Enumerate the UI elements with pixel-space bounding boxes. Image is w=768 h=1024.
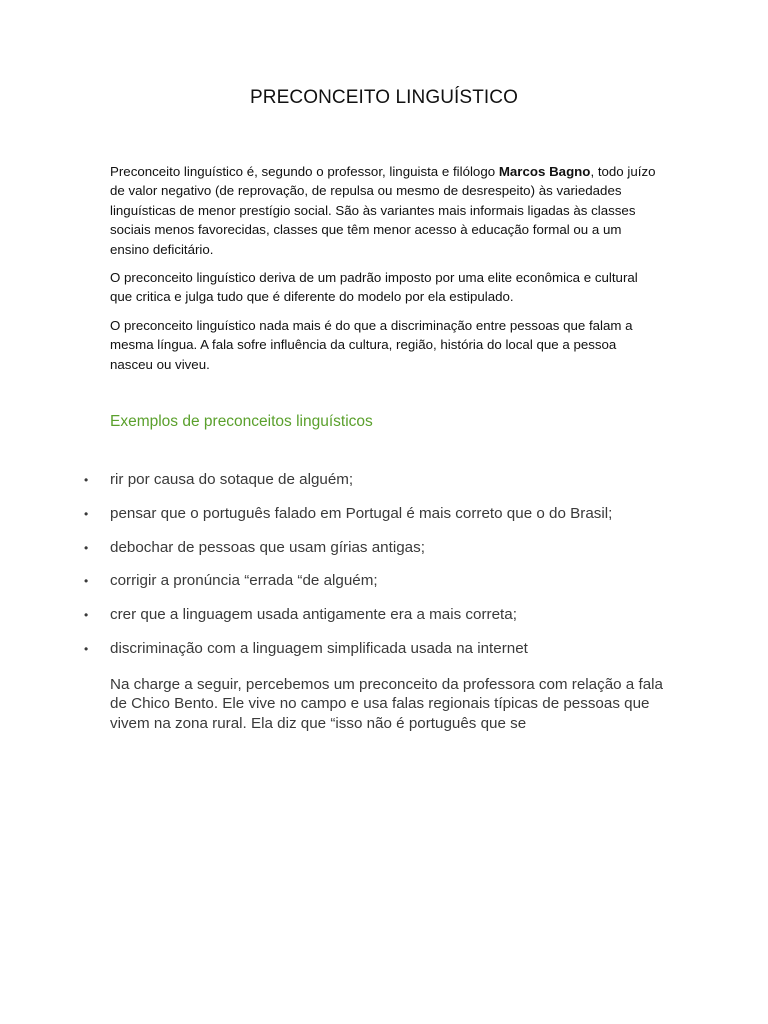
bullet-icon: • bbox=[84, 540, 89, 555]
bullet-icon: • bbox=[84, 608, 89, 623]
examples-heading: Exemplos de preconceitos linguísticos bbox=[110, 413, 373, 430]
list-item-text: discriminação com a linguagem simplificada usada na internet bbox=[110, 639, 528, 657]
list-item bbox=[82, 570, 682, 604]
list-item bbox=[82, 503, 682, 537]
intro-p1-text-start: Preconceito linguístico é, segundo o professor, linguista e filólogo bbox=[110, 164, 499, 179]
list-item-text: debochar de pessoas que usam gírias antigas; bbox=[110, 538, 425, 556]
list-item-text: rir por causa do sotaque de alguém; bbox=[110, 471, 354, 488]
closing-paragraph: Na charge a seguir, percebemos um preconceito da professora com relação a fala de Chico Bento. Ele vive no campo e usa falas regionais típicas de pessoas que vivem na zona rural. Ela diz que “isso não é português que se bbox=[110, 676, 663, 732]
intro-paragraph-3: O preconceito linguístico nada mais é do que a discriminação entre pessoas que falam a mesma língua. A fala sofre influência da cultura, região, história do local que a pessoa nasceu ou viveu. bbox=[110, 317, 633, 372]
list-item bbox=[82, 537, 682, 571]
bullet-icon: • bbox=[84, 641, 89, 656]
list-item-text: pensar que o português falado em Portugal é mais correto que o do Brasil; bbox=[110, 504, 613, 522]
list-item bbox=[82, 604, 682, 638]
list-item-text: corrigir a pronúncia “errada “de alguém; bbox=[110, 572, 378, 590]
author-name: Marcos Bagno bbox=[498, 164, 591, 179]
bullet-icon: • bbox=[84, 506, 89, 521]
list-item bbox=[82, 638, 682, 672]
intro-paragraph-2: O preconceito linguístico deriva de um padrão imposto por uma elite econômica e cultural que critica e julga tudo que é diferente do modelo por ela estipulado. bbox=[110, 270, 638, 305]
intro-section bbox=[110, 162, 662, 383]
document-title: PRECONCEITO LINGUÍSTICO bbox=[250, 87, 518, 108]
bullet-icon: • bbox=[84, 574, 89, 589]
bullet-icon: • bbox=[84, 473, 89, 487]
intro-p1-text-end: , todo juízo de valor negativo (de reprovação, de repulsa ou mesmo de desrespeito) às variedades linguísticas de menor prestígio social. São às variantes mais informais ligadas às classes sociais menos favorecidas, classes que têm menor acesso à educação formal ou a um ensino deficitário. bbox=[110, 164, 656, 257]
intro-paragraph-1 bbox=[110, 162, 662, 259]
examples-list bbox=[82, 469, 682, 672]
list-item-text: crer que a linguagem usada antigamente era a mais correta; bbox=[110, 606, 517, 624]
list-item bbox=[82, 469, 682, 503]
